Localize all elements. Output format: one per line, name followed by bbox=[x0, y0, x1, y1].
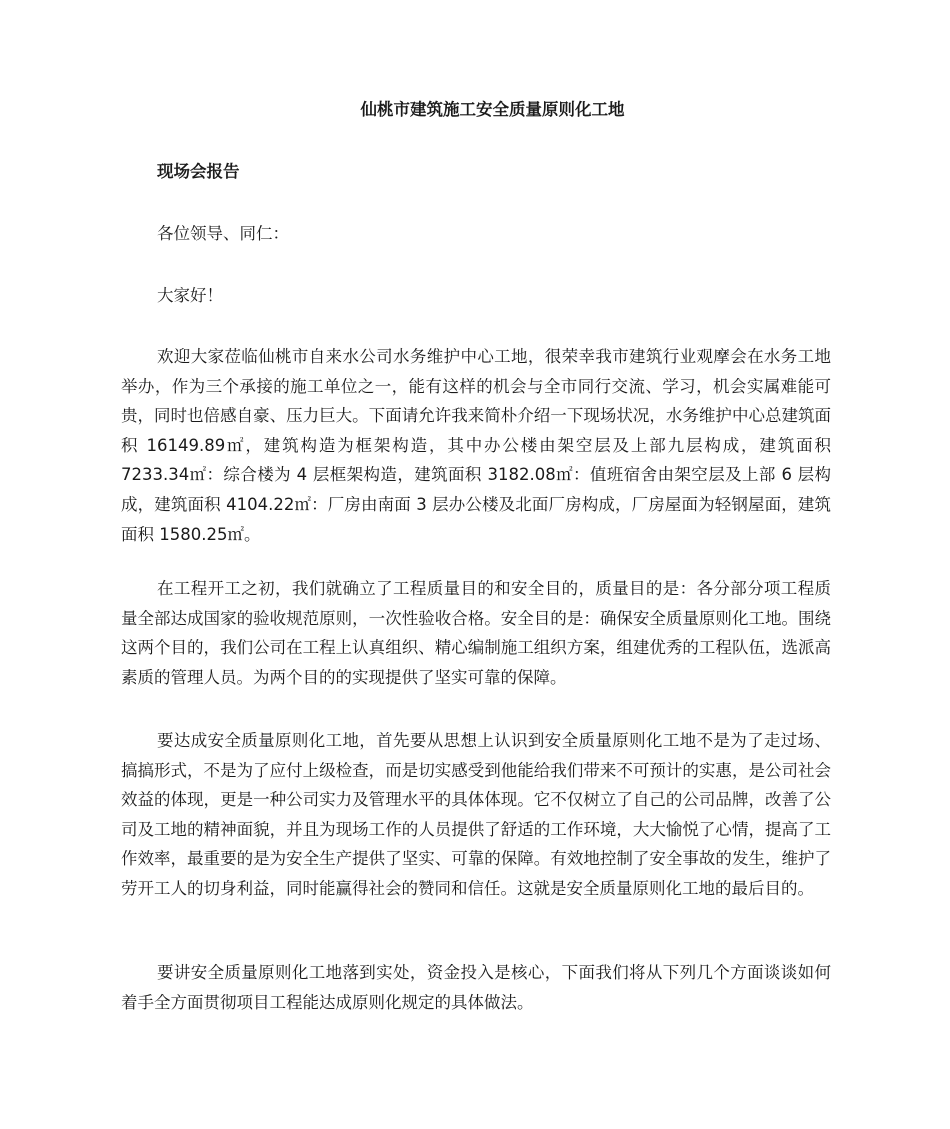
paragraph-site-overview: 欢迎大家莅临仙桃市自来水公司水务维护中心工地，很荣幸我市建筑行业观摩会在水务工地举办，作为三个承接的施工单位之一，能有这样的机会与全市同行交流、学习，机会实属难能可贵，同时也倍感自豪、压力巨大。下面请允许我来简朴介绍一下现场状况，水务维护中心总建筑面积 16149.89㎡，建筑构造为框架构造，其中办公楼由架空层及上部九层构成，建筑面积 7233.34㎡：综合楼为 4 层框架构造，建筑面积 3182.08㎡：值班宿舍由架空层及上部 6 层构成，建筑面积 4104.22㎡：厂房由南面 3 层办公楼及北面厂房构成，厂房屋面为轻钢屋面，建筑面积 1580.25㎡。 bbox=[121, 347, 831, 544]
document-subtitle: 现场会报告 bbox=[157, 162, 240, 181]
greeting: 大家好！ bbox=[157, 286, 223, 305]
paragraph-goals: 在工程开工之初，我们就确立了工程质量目的和安全目的，质量目的是：各分部分项工程质量全部达成国家的验收规范原则，一次性验收合格。安全目的是：确保安全质量原则化工地。围绕这两个目的，我们公司在工程上认真组织、精心编制施工组织方案，组建优秀的工程队伍，选派高素质的管理人员。为两个目的的实现提供了坚实可靠的保障。 bbox=[121, 579, 831, 687]
salutation: 各位领导、同仁： bbox=[157, 224, 289, 243]
document-title: 仙桃市建筑施工安全质量原则化工地 bbox=[360, 100, 625, 119]
paragraph-significance: 要达成安全质量原则化工地，首先要从思想上认识到安全质量原则化工地不是为了走过场、搞搞形式，不是为了应付上级检查，而是切实感受到他能给我们带来不可预计的实惠，是公司社会效益的体现，更是一种公司实力及管理水平的具体体现。它不仅树立了自己的公司品牌，改善了公司及工地的精神面貌，并且为现场工作的人员提供了舒适的工作环境，大大愉悦了心情，提高了工作效率，最重要的是为安全生产提供了坚实、可靠的保障。有效地控制了安全事故的发生，维护了劳开工人的切身利益，同时能赢得社会的赞同和信任。这就是安全质量原则化工地的最后目的。 bbox=[121, 731, 831, 898]
paragraph-implementation: 要讲安全质量原则化工地落到实处，资金投入是核心，下面我们将从下列几个方面谈谈如何着手全方面贯彻项目工程能达成原则化规定的具体做法。 bbox=[121, 963, 831, 1012]
